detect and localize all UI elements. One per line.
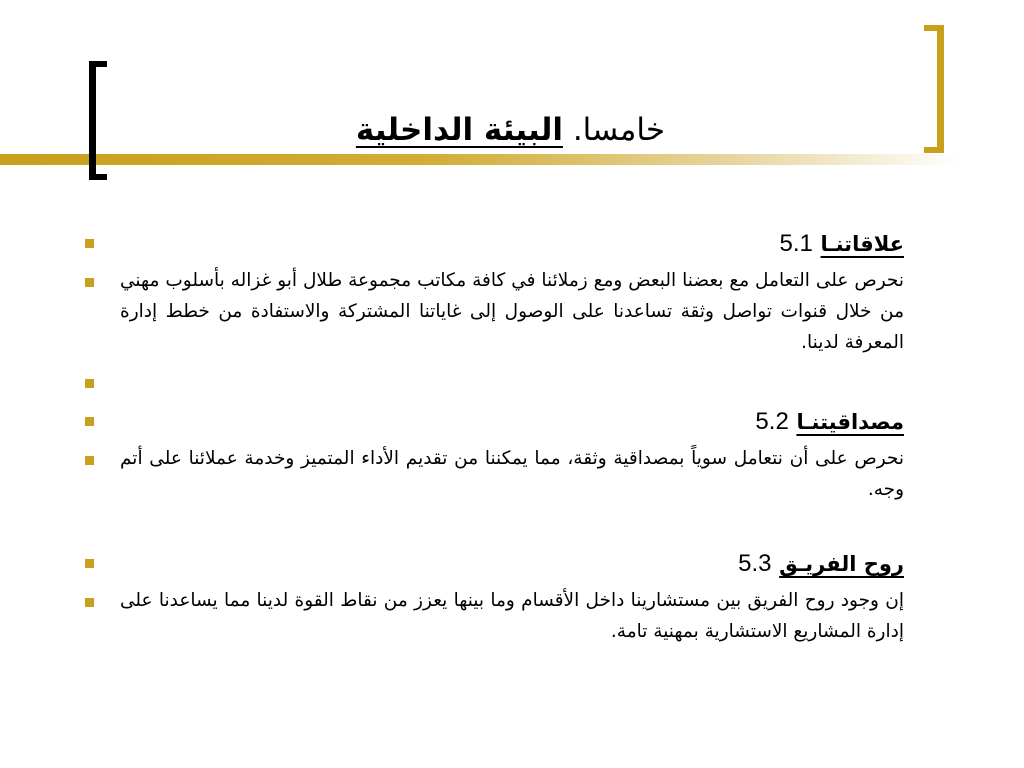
slide-title-prefix: خامسا. (562, 112, 665, 148)
bullet-square-icon (85, 598, 94, 607)
bullet-square-icon (85, 239, 94, 248)
section-title: علاقاتنـا (820, 232, 904, 256)
section-paragraph-5-3 (120, 585, 904, 647)
slide-title-highlight: البيئة الداخلية (355, 112, 563, 148)
bullet-square-icon (85, 456, 94, 465)
slide-title (300, 108, 665, 152)
bullet-square-icon (85, 278, 94, 287)
right-bracket-decoration (924, 25, 944, 153)
bullet-square-icon (85, 417, 94, 426)
section-heading-5-2 (120, 400, 904, 443)
section-text: نحرص على التعامل مع بعضنا البعض ومع زملائنا في كافة مكاتب مجموعة طلال أبو غزاله بأسلوب مهني من خلال قنوات تواصل وثقة تساعدنا على الوصول إلى غاياتنا المشتركة والاستفادة من خطط إدارة المعرفة لدينا. (120, 270, 904, 353)
section-number: 5.2 (755, 408, 789, 435)
section-title: مصداقيتنـا (796, 410, 904, 434)
section-paragraph-5-2 (120, 443, 904, 505)
section-number: 5.1 (779, 230, 813, 257)
left-bracket-decoration (89, 61, 107, 180)
bullet-square-icon (85, 559, 94, 568)
section-heading-5-1 (120, 222, 904, 265)
bullet-square-icon (85, 379, 94, 388)
section-number: 5.3 (738, 550, 772, 577)
empty-bullet-item (120, 366, 904, 400)
section-heading-5-3 (120, 542, 904, 585)
decorative-gold-line (0, 154, 960, 165)
slide-content (120, 222, 904, 647)
section-text: نحرص على أن نتعامل سوياً بمصداقية وثقة، مما يمكننا من تقديم الأداء المتميز وخدمة عملائنا على أتم وجه. (120, 448, 904, 500)
section-title: روح الفريـق (779, 552, 904, 576)
section-text: إن وجود روح الفريق بين مستشارينا داخل الأقسام وما بينها يعزز من نقاط القوة لدينا مما يساعدنا على إدارة المشاريع الاستشارية بمهنية تامة. (120, 590, 904, 642)
section-paragraph-5-1 (120, 265, 904, 358)
